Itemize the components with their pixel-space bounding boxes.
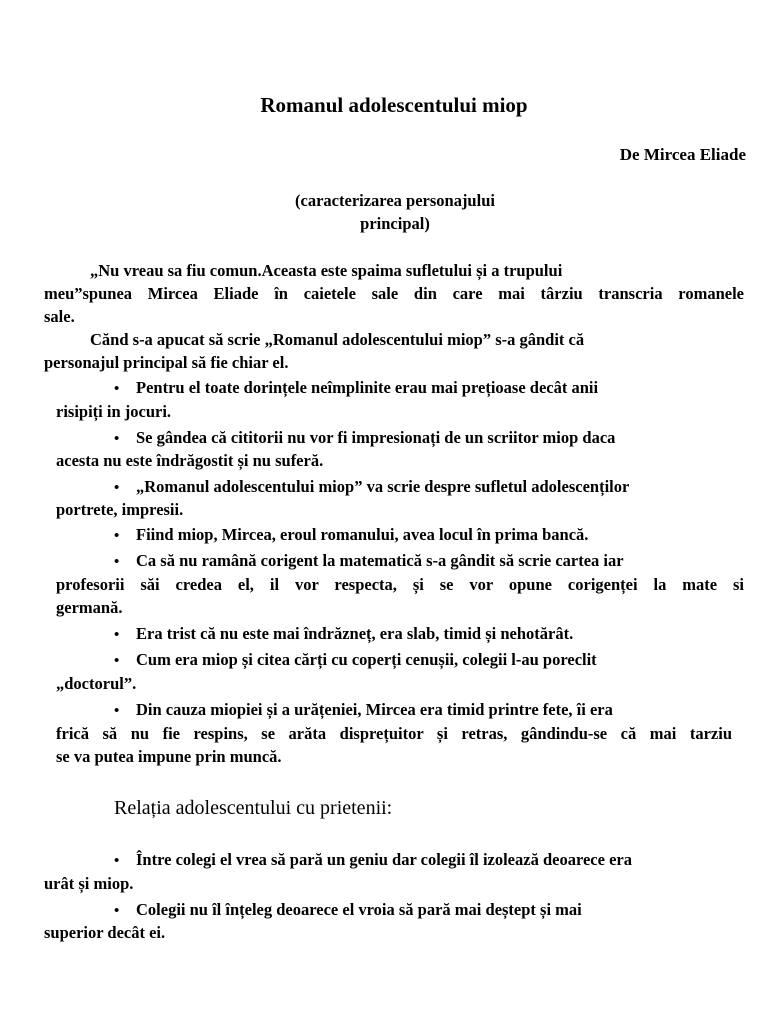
author-line: De Mircea Eliade bbox=[619, 145, 746, 164]
list-item-continuation: acesta nu este îndrăgostit și nu suferă. bbox=[56, 451, 324, 470]
list-item-text: Colegii nu îl înțeleg deoarece el vroia să pară mai deștept și mai bbox=[136, 900, 582, 919]
list-item-continuation: risipiți in jocuri. bbox=[56, 402, 172, 421]
bullet-icon: • bbox=[114, 903, 120, 919]
list-item-continuation: superior decât ei. bbox=[44, 923, 166, 942]
list-item bbox=[114, 624, 573, 644]
intro-line: personajul principal să fie chiar el. bbox=[44, 353, 289, 372]
bullet-icon: • bbox=[114, 528, 120, 544]
list-item bbox=[114, 551, 624, 571]
list-item bbox=[114, 477, 629, 497]
bullet-icon: • bbox=[114, 627, 120, 643]
list-item bbox=[114, 850, 632, 870]
bullet-icon: • bbox=[114, 381, 120, 397]
list-item-continuation: frică să nu fie respins, se arăta disprețuitor și retras, gândindu-se că mai tarziu bbox=[56, 724, 732, 743]
list-item-text: Se gândea că cititorii nu vor fi impresionați de un scriitor miop daca bbox=[136, 428, 616, 447]
list-item-text: Între colegi el vrea să pară un geniu dar colegii îl izolează deoarece era bbox=[136, 850, 632, 869]
list-item-text: Din cauza miopiei și a urățeniei, Mircea era timid printre fete, îi era bbox=[136, 700, 613, 719]
list-item-continuation: germană. bbox=[56, 598, 123, 617]
bullet-icon: • bbox=[114, 431, 120, 447]
bullet-icon: • bbox=[114, 554, 120, 570]
bullet-icon: • bbox=[114, 703, 120, 719]
list-item-text: Pentru el toate dorințele neîmplinite erau mai prețioase decât anii bbox=[136, 378, 599, 397]
document-title: Romanul adolescentului miop bbox=[260, 93, 528, 117]
subtitle-line-1: (caracterizarea personajului bbox=[295, 191, 495, 210]
list-item bbox=[114, 650, 597, 670]
list-item-continuation: „doctorul”. bbox=[56, 674, 137, 693]
section-heading: Relația adolescentului cu prietenii: bbox=[114, 797, 393, 819]
list-item-text: „Romanul adolescentului miop” va scrie despre sufletul adolescenților bbox=[136, 477, 630, 496]
subtitle-line-2: principal) bbox=[360, 214, 430, 233]
intro-line: Cănd s-a apucat să scrie „Romanul adolescentului miop” s-a gândit că bbox=[90, 330, 585, 349]
list-item bbox=[114, 900, 582, 920]
list-item bbox=[114, 378, 598, 398]
intro-line: meu”spunea Mircea Eliade în caietele sale din care mai târziu transcria romanele bbox=[44, 284, 744, 303]
list-item-continuation: se va putea impune prin muncă. bbox=[56, 747, 282, 766]
list-item bbox=[114, 525, 588, 545]
bullet-icon: • bbox=[114, 853, 120, 869]
list-item bbox=[114, 428, 615, 448]
bullet-icon: • bbox=[114, 480, 120, 496]
list-item-continuation: profesorii săi credea el, il vor respecta, și se vor opune corigenței la mate si bbox=[56, 575, 744, 594]
list-item bbox=[114, 700, 613, 720]
list-item-continuation: portrete, impresii. bbox=[56, 500, 184, 519]
list-item-text: Era trist că nu este mai îndrăzneț, era slab, timid și nehotărât. bbox=[136, 624, 574, 643]
bullet-icon: • bbox=[114, 653, 120, 669]
list-item-text: Cum era miop și citea cărți cu coperți cenușii, colegii l-au poreclit bbox=[136, 650, 597, 669]
list-item-text: Fiind miop, Mircea, eroul romanului, avea locul în prima bancă. bbox=[136, 525, 589, 544]
intro-line: sale. bbox=[44, 307, 75, 326]
intro-line: „Nu vreau sa fiu comun.Aceasta este spaima sufletului și a trupului bbox=[90, 261, 563, 280]
list-item-continuation: urât și miop. bbox=[44, 874, 134, 893]
list-item-text: Ca să nu ramână corigent la matematică s-a gândit să scrie cartea iar bbox=[136, 551, 624, 570]
